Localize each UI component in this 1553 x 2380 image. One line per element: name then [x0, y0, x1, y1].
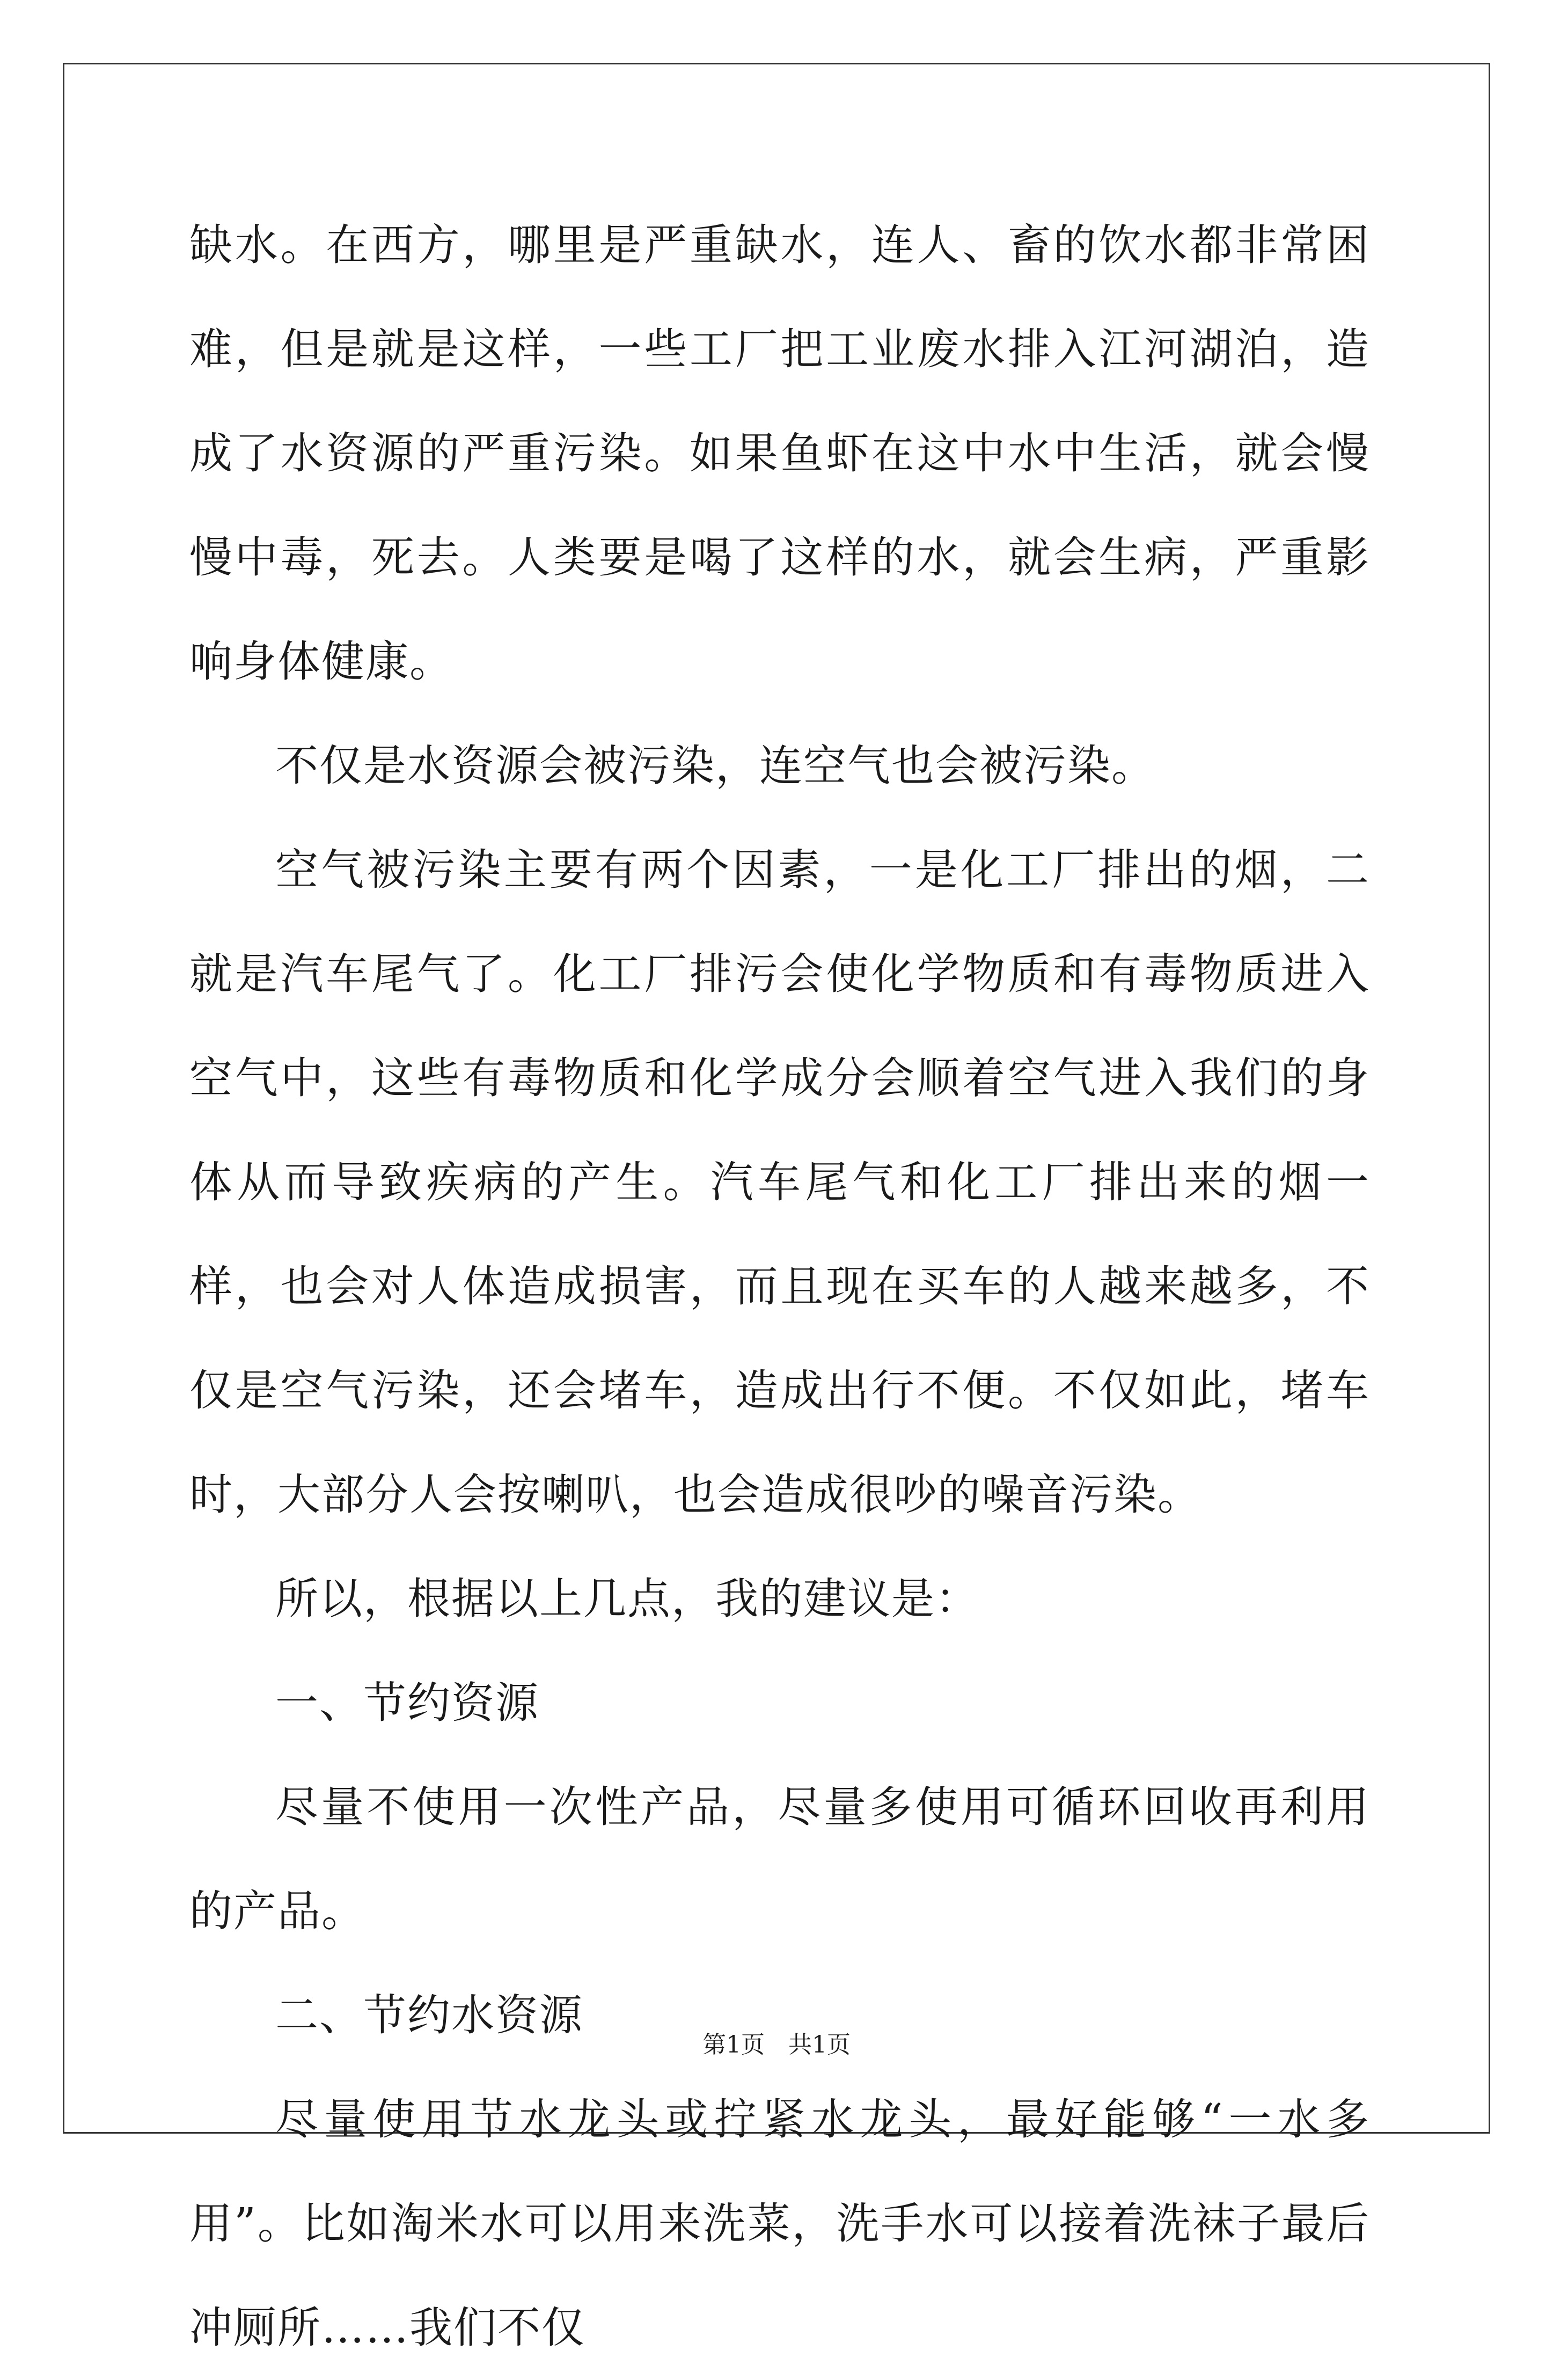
- paragraph-6: 尽量使用节水龙头或拧紧水龙头，最好能够“一水多用”。比如淘米水可以用来洗菜，洗手水可以接着洗袜子最后冲厕所……我们不仅: [189, 2094, 1370, 2353]
- paragraph-1: 缺水。在西方，哪里是严重缺水，连人、畜的饮水都非常困难，但是就是这样，一些工厂把工业废水排入江河湖泊，造成了水资源的严重污染。如果鱼虾在这中水中生活，就会慢慢中毒，死去。人类要是喝了这样的水，就会生病，严重影响身体健康。: [189, 220, 1370, 687]
- paragraph-4: 所以，根据以上几点，我的建议是：: [275, 1574, 979, 1624]
- paragraph-5: 尽量不使用一次性产品，尽量多使用可循环回收再利用的产品。: [189, 1782, 1370, 1936]
- heading-1: 一、节约资源: [275, 1678, 539, 1728]
- paragraph-3: 空气被污染主要有两个因素，一是化工厂排出的烟，二就是汽车尾气了。化工厂排污会使化学物质和有毒物质进入空气中，这些有毒物质和化学成分会顺着空气进入我们的身体从而导致疾病的产生。汽车尾气和化工厂排出来的烟一样，也会对人体造成损害，而且现在买车的人越来越多，不仅是空气污染，还会堵车，造成出行不便。不仅如此，堵车时，大部分人会按喇叭，也会造成很吵的噪音污染。: [189, 845, 1370, 1520]
- heading-2: 二、节约水资源: [275, 1990, 583, 2040]
- paragraph-2: 不仅是水资源会被污染，连空气也会被污染。: [275, 741, 1155, 791]
- page-footer: 第1页 共1页: [702, 2031, 851, 2058]
